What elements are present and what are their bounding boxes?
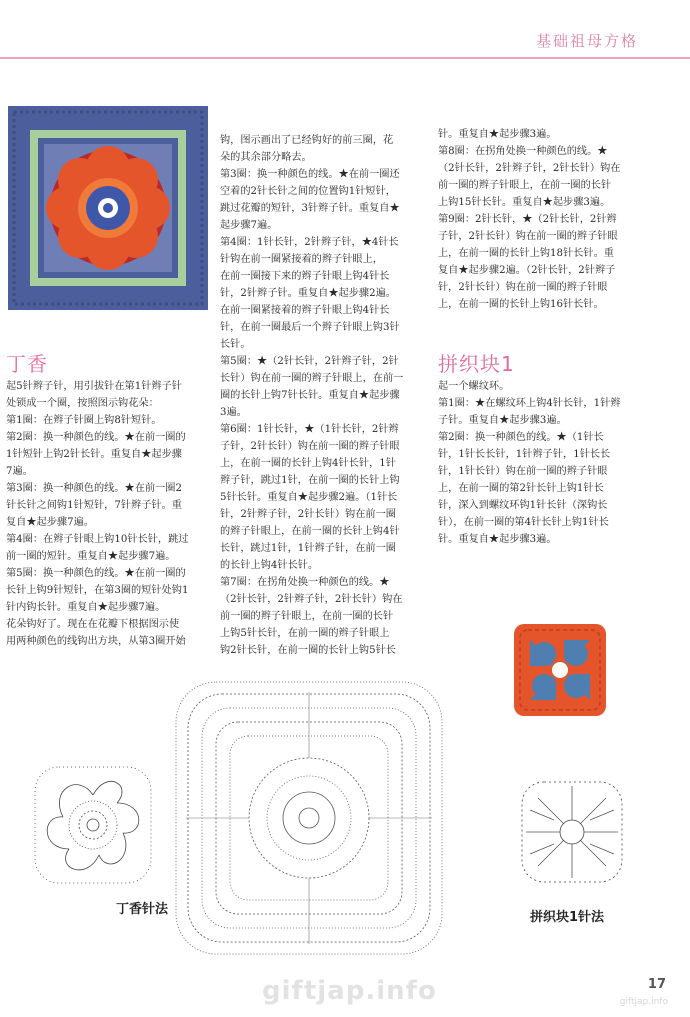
section-title: 基础祖母方格 — [535, 32, 638, 50]
lilac-square-photo — [6, 104, 210, 312]
watermark: giftjap.info — [262, 976, 437, 1006]
header-rule — [0, 57, 690, 59]
page-header — [0, 0, 690, 60]
lilac-instructions: 起5针辫子针，用引拔针在第1针辫子针 处锁成一个圈，按照图示钩花朵： 第1圈：在辫子针圈上钩8针短针。 第2圈：换一种颜色的线。★在前一圈的 1针短针上钩2针长针。重复自★起步骤 7遍。 第3圈：换一种颜色的线。★在前一圈2 针长针之间钩1针短针，7针辫子针。重 复自★起步骤7遍。 第4圈：在辫子针眼上钩10针长针，跳过 前一圈的短针。重复自★起步骤7遍。 第5圈：换一种颜色的线。★在前一圈的 长针上钩9针短针，在第3圈的短针处钩1 针内钩长针。重复自★起步骤7遍。 花朵钩好了。现在在花瓣下根据图示使 用两种颜色的线钩出方块，从第3圈开始 — [6, 381, 189, 647]
lilac-flower-chart — [28, 760, 158, 890]
block1-chart-caption: 拼织块1针法 — [530, 910, 605, 925]
lilac-instructions-continued: 钩，图示画出了已经钩好的前三圈，花 朵的其余部分略去。 第3圈：换一种颜色的线。★在前一圈还 空着的2针长针之间的位置钩1针短针， 跳过花瓣的短针，3针辫子针。重复自★ 起步骤7遍。 第4圈：1针长针，2针辫子针，★4针长 针钩在前一圈紧接着的辫子针眼上， 在前一圈接下来的辫子针眼上钩4针长 针，2针辫子针。重复自★起步骤2遍。 在前一圈紧接着的辫子针眼上钩4针长 针，在前一圈最后一个辫子针眼上钩3针 长针。 第5圈：★（2针长针，2针辫子针，2针 长针）钩在前一圈的辫子针眼上，在前一 圈的长针上钩7针长针。重复自★起步骤 3遍。 第6圈：1针长针，★（1针长针，2针辫 子针，2针长针）钩在前一圈的辫子针眼 上，在前一圈的长针上钩4针长针，1针 辫子针，跳过1针，在前一圈的长针上钩 5针长针。重复自★起步骤2遍。（1针长 针，2针辫子针，2针长针）钩在前一圈 的辫子针眼上，在前一圈的长针上钩4针 长针，跳过1针，1针辫子针，在前一圈 的长针上钩4针长针。 第7圈：在拐角处换一种颜色的线。★ （2针长针，2针辫子针，2针长针）钩在 前一圈的辫子针眼上，在前一圈的长针 上钩5针长针，在前一圈的辫子针眼上 钩2针长针，在前一圈的长针上钩5针长 — [220, 135, 404, 656]
lilac-heading: 丁香 — [6, 352, 48, 376]
lilac-instructions-end: 针。重复自★起步骤3遍。 第8圈：在拐角处换一种颜色的线。★ （2针长针，2针辫子针，2针长针）钩在 前一圈的辫子针眼上，在前一圈的长针 上钩15针长针。重复自★起步骤3遍。 第9圈：2针长针，★（2针长针，2针辫 子针，2针长针）钩在前一圈的辫子针眼 上，在前一圈的长针上钩18针长针。重 复自★起步骤2遍。（2针长针，2针辫子 针，2针长针）钩在前一圈的辫子针眼 上，在前一圈的长针上钩16针长针。 — [438, 129, 621, 310]
page-number: 17 — [647, 977, 666, 992]
watermark-small: giftjap.info — [619, 997, 668, 1007]
block1-chart — [516, 776, 628, 888]
block1-heading: 拼织块1 — [438, 352, 515, 376]
block1-instructions: 起一个螺纹环。 第1圈：★在螺纹环上钩4针长针，1针辫 子针。重复自★起步骤3遍。 第2圈：换一种颜色的线。★（1针长 针，1针长长针，1针辫子针，1针长长 针，1针长针）钩在前一圈的辫子针眼 上，在前一圈的第2针长针上钩1针长 针，深入到螺纹环钩1针长针（深钩长 针），在前一圈的第4针长针上钩1针长 针。重复自★起步骤3遍。 — [438, 381, 621, 545]
lilac-chart-caption: 丁香针法 — [116, 902, 169, 917]
block1-photo — [512, 622, 608, 718]
lilac-square-chart — [170, 676, 448, 960]
